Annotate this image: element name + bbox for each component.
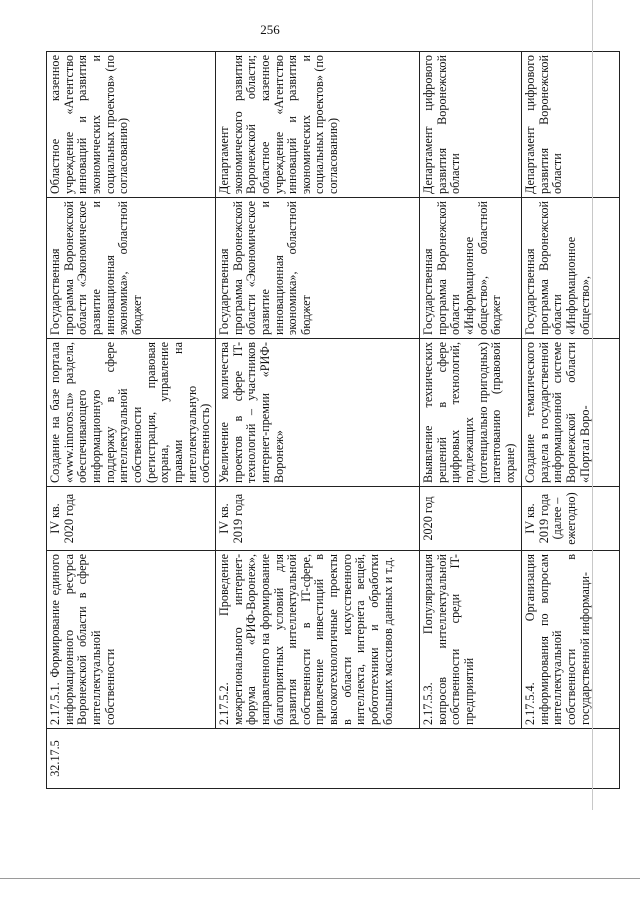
result-cell: Создание на базе портала «www.innoros.ru» раздела, обеспечивающего информационную поддержку в сфере интеллектуальной собственности (регистрация, правовая охрана, управление правами на интеллектуальную собственность) — [47, 339, 216, 487]
source-cell: Государственная программа Воронежской области «Экономическое развитие и инновационная экономика», областной бюджет — [215, 198, 419, 339]
scan-edge-line — [592, 0, 593, 810]
deadline-cell: 2020 год — [419, 487, 521, 551]
table-row — [215, 52, 419, 789]
table-row — [419, 52, 521, 789]
executor-cell: Департамент экономического развития Воронежской области; областное казенное учреждение «Агентство инноваций и развития экономических и социальных проектов» (по согласованию) — [215, 52, 419, 198]
action-cell: 2.17.5.2. Проведение межрегионального интернет-форума «РИФ-Воронеж», направленного на формирование благоприятных условий для развития интеллектуальной собственности в IT-сфере, привлечение инвестиций в высокотехнологичные проекты в области искусственного интеллекта, интернета вещей, робототехники и обработки больших массивов данных и т.д. — [215, 551, 419, 729]
table-row — [47, 52, 216, 789]
table-row — [521, 52, 619, 789]
page-number: 256 — [260, 22, 280, 37]
executor-cell: Департамент цифрового развития Воронежской области — [419, 52, 521, 198]
result-cell: Создание тематического раздела в государственной информационной системе Воронежской области «Портал Воро- — [521, 339, 619, 487]
source-cell: Государственная программа Воронежской области «Экономическое развитие и инновационная экономика», областной бюджет — [47, 198, 216, 339]
deadline-cell: IV кв. 2020 года — [47, 487, 216, 551]
page-bottom-divider — [0, 878, 640, 879]
action-cell: 2.17.5.1. Формирование единого информационного ресурса Воронежской области в сфере интеллектуальной собственности — [47, 551, 216, 729]
executor-cell: Областное казенное учреждение «Агентство инноваций и развития экономических и социальных проектов» (по согласованию) — [47, 52, 216, 198]
deadline-cell: IV кв. 2019 года (далее – ежегодно) — [521, 487, 619, 551]
result-cell: Увеличение количества проектов в сфере IT-технологий – участников интернет-премии «РИФ-Воронеж» — [215, 339, 419, 487]
action-cell: 2.17.5.3. Популяризация вопросов интеллектуальной собственности среди IT-предприятий — [419, 551, 521, 729]
deadline-cell: IV кв. 2019 года — [215, 487, 419, 551]
plan-table — [46, 51, 620, 789]
rotated-table-sheet — [46, 52, 592, 789]
result-cell: Выявление технических решений в сфере цифровых технологий, подлежащих (потенциально пригодных) патентованию (правовой охране) — [419, 339, 521, 487]
source-cell: Государственная программа Воронежской области «Информационное общество», областной бюджет — [419, 198, 521, 339]
executor-cell: Департамент цифрового развития Воронежской области — [521, 52, 619, 198]
source-cell: Государственная программа Воронежской области «Информационное общество», — [521, 198, 619, 339]
action-cell: 2.17.5.4. Организация информирования по вопросам интеллектуальной собственности в государственной информаци- — [521, 551, 619, 729]
row-group-id: 32.17.5 — [47, 729, 620, 789]
